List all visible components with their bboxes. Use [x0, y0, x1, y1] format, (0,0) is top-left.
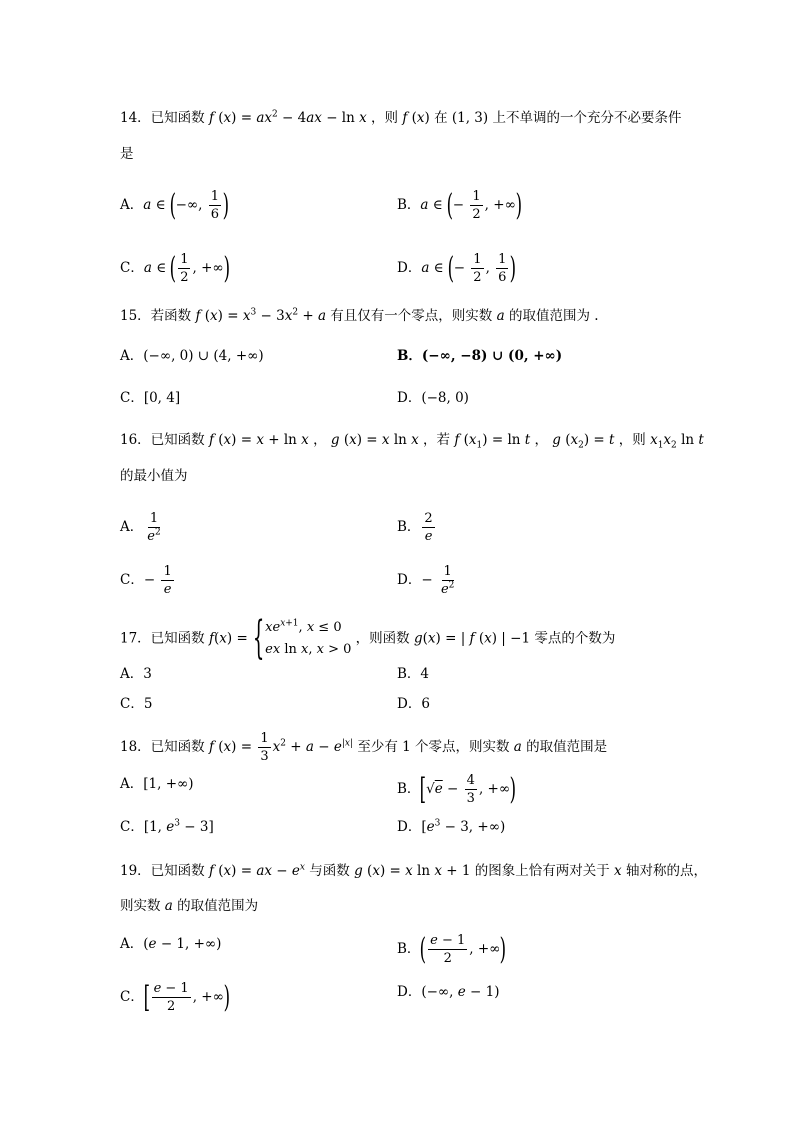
- q15-option-c: C．[0, 4]: [120, 390, 181, 406]
- q18-option-b: B．[√e − $\frac{4}{3}$ , +∞): [397, 771, 517, 807]
- q17-option-a: A．3: [120, 666, 152, 682]
- q16-option-b: B． $\frac{2}{e}$: [397, 511, 433, 544]
- q19-option-c: C．[ $\frac{e - 1}{2}$ , +∞): [120, 979, 230, 1015]
- q17-option-b: B．4: [397, 666, 430, 682]
- q18-option-d: D．[$e^3 - 3$, +∞): [397, 818, 506, 835]
- q16-option-a: A． $\frac{1}{e^2}$: [120, 511, 161, 544]
- q18-option-a: A．[1, +∞): [120, 776, 194, 792]
- q15-option-b: B．(−∞, −8) ∪ (0, +∞): [397, 348, 563, 364]
- q18-option-c: C．[1, $e^3 - 3$]: [120, 818, 214, 835]
- q16-option-d: D．− $\frac{1}{e^2}$: [397, 564, 455, 597]
- q17-stem: 17．已知函数 f(x) = { $xe^{x+1}$, x ≤ 0 ex ln x, x > 0 ，则函数 g(x) = | f (x) | −1 零点的个数为: [120, 612, 616, 665]
- q14-option-c: C．a ∈ ( $\frac{1}{2}$ , +∞): [120, 250, 230, 286]
- q18-stem: 18．已知函数 f (x) = $\frac{1}{3}$ $x^2 + a - e^{|x|}$ 至少有 1 个零点，则实数 a 的取值范围是: [120, 731, 608, 764]
- q14-stem-cont: 是: [120, 146, 134, 162]
- q19-stem: 19．已知函数 f (x) = ax − $e^x$ 与函数 g (x) = x ln x + 1 的图象上恰有两对关于 x 轴对称的点，: [120, 862, 707, 879]
- q19-option-d: D．(−∞, e − 1): [397, 984, 500, 1000]
- q15-stem: 15．若函数 f $(x) = x^3 - 3x^2 + a$ 有且仅有一个零点，则实数 a 的取值范围为 .: [120, 307, 599, 324]
- q15-option-a: A．(−∞, 0) ∪ (4, +∞): [120, 348, 264, 364]
- q14-option-a: A．a ∈ (−∞, $\frac{1}{6}$ ): [120, 187, 230, 223]
- q17-option-c: C．5: [120, 696, 153, 712]
- q15-option-d: D．(−8, 0): [397, 390, 469, 406]
- q16-stem-cont: 的最小值为: [120, 468, 188, 484]
- q16-stem: 16．已知函数 f (x) = x + ln x ， g (x) = x ln x ，若 f $(x_1) = \ln t$ ， g $(x_2) = t$ ，则 $x_1x_2$ ln t: [120, 432, 704, 451]
- q14-option-b: B．a ∈ (− $\frac{1}{2}$ , +∞): [397, 187, 522, 223]
- q16-option-c: C．− $\frac{1}{e}$: [120, 564, 172, 597]
- q19-option-b: B．( $\frac{e - 1}{2}$ , +∞): [397, 931, 507, 967]
- q14-stem: 14．已知函数 f $(x) = ax^2 - 4ax - \ln x$ ，则 f (x) 在 (1, 3) 上不单调的一个充分不必要条件: [120, 109, 682, 126]
- q17-option-d: D．6: [397, 696, 430, 712]
- q19-stem-cont: 则实数 a 的取值范围为: [120, 898, 259, 914]
- q19-option-a: A．(e − 1, +∞): [120, 936, 222, 952]
- q14-option-d: D．a ∈ (− $\frac{1}{2}$ , $\frac{1}{6}$ ): [397, 250, 517, 286]
